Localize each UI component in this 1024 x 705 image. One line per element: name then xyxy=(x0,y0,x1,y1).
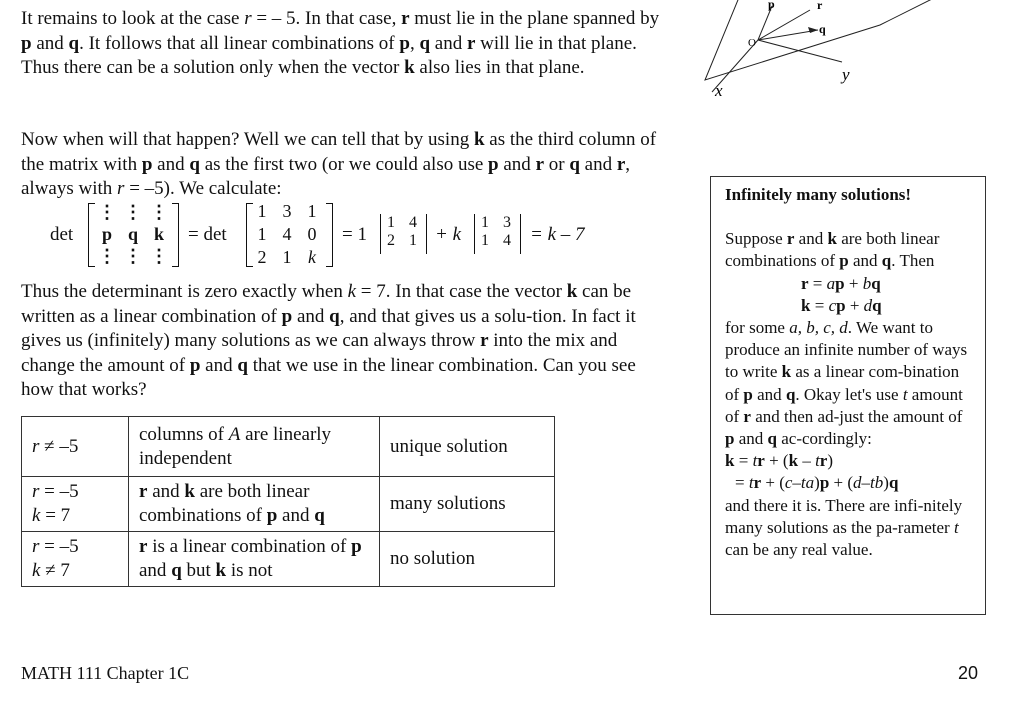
minor1-right-bar xyxy=(426,214,427,254)
vector-plane-diagram xyxy=(700,0,940,100)
minor2: 1 3 1 4 xyxy=(481,214,511,249)
page-number: 20 xyxy=(958,663,979,683)
condition-cell: r ≠ –5 xyxy=(22,417,129,477)
r-label: r xyxy=(817,0,823,12)
result-cell: no solution xyxy=(380,532,555,587)
description-cell: r and k are both linear combinations of p and q xyxy=(129,477,380,532)
origin-label: O xyxy=(748,37,756,49)
right-bracket-2 xyxy=(326,203,333,267)
plane-outline xyxy=(705,0,940,80)
side-box-title: Infinitely many solutions! xyxy=(725,185,912,204)
infinitely-many-solutions-box xyxy=(710,176,986,615)
table-row xyxy=(22,532,555,587)
q-arrowhead xyxy=(808,27,818,33)
y-axis-line xyxy=(758,40,842,62)
p-label: p xyxy=(768,0,775,11)
condition-cell: r = –5 k ≠ 7 xyxy=(22,532,129,587)
plus-k: + k xyxy=(435,224,462,245)
det-label: det xyxy=(50,224,74,245)
side-equation-r: r = ap + bq xyxy=(801,273,881,293)
numeric-matrix: 1 3 1 1 4 0 2 1 k xyxy=(257,201,317,267)
side-paragraph-1: Suppose r and k are both linear combinations of p and q. Then xyxy=(725,229,940,271)
equals-one: = 1 xyxy=(342,224,367,245)
side-paragraph-3: and there it is. There are infi-nitely many solutions as the pa-rameter t can be any real value. xyxy=(725,495,963,560)
paragraph-case-r-minus-5: It remains to look at the case r = – 5. In that case, r must lie in the plane spanned by p and q. It follows that all linear combinations of p, q and r will lie in that plane. Thus there can be a solution only when the vector k also lies in that plane. xyxy=(21,8,660,78)
description-cell: r is a linear combination of p and q but k is not xyxy=(129,532,380,587)
result-cell: unique solution xyxy=(380,417,555,477)
cases-table xyxy=(21,416,555,587)
paragraph-determinant-zero: Thus the determinant is zero exactly when k = 7. In that case the vector k can be written as a linear combination of p and q, and that gives us a solu-tion. In fact it gives us (infinitely) many solutions as we can always throw r into the mix and change the amount of p and q that we use in the linear combination. Can you see how that works? xyxy=(21,281,636,400)
side-paragraph-2: for some a, b, c, d. We want to produce an infinite number of ways to write k as a linear com-bination of p and q. Okay let's use t amount of r and then ad-just the amount of p and q ac-cordingly: xyxy=(725,318,968,449)
minor2-right-bar xyxy=(520,214,521,254)
description-cell: columns of A are linearly independent xyxy=(129,417,380,477)
condition-cell: r = –5 k = 7 xyxy=(22,477,129,532)
p-vector xyxy=(758,6,772,40)
q-label: q xyxy=(819,22,826,36)
y-label: y xyxy=(842,65,850,84)
minor1: 1 4 2 1 xyxy=(387,214,417,249)
result-cell: many solutions xyxy=(380,477,555,532)
right-bracket xyxy=(172,203,179,267)
equals-result: = k – 7 xyxy=(530,224,585,245)
table-row xyxy=(22,477,555,532)
determinant-equation xyxy=(50,200,630,272)
side-equation-k-expansion: k = tr + (k – tr) xyxy=(725,451,834,471)
side-equation-k: k = cp + dq xyxy=(801,295,882,315)
footer-course-label: MATH 111 Chapter 1C xyxy=(21,663,190,683)
paragraph-when-happen: Now when will that happen? Well we can tell that by using k as the third column of the matrix with p and q as the first two (or we could also use p and r or q and r, always with r = –5). We calculate: xyxy=(21,129,657,199)
equals-det: = det xyxy=(188,224,227,245)
table-row xyxy=(22,417,555,477)
column-matrix: ⋮ ⋮ ⋮ p q k ⋮ ⋮ ⋮ xyxy=(98,202,168,266)
x-label: x xyxy=(715,81,723,100)
side-equation-k-expanded: = tr + (c–ta)p + (d–tb)q xyxy=(735,473,899,493)
